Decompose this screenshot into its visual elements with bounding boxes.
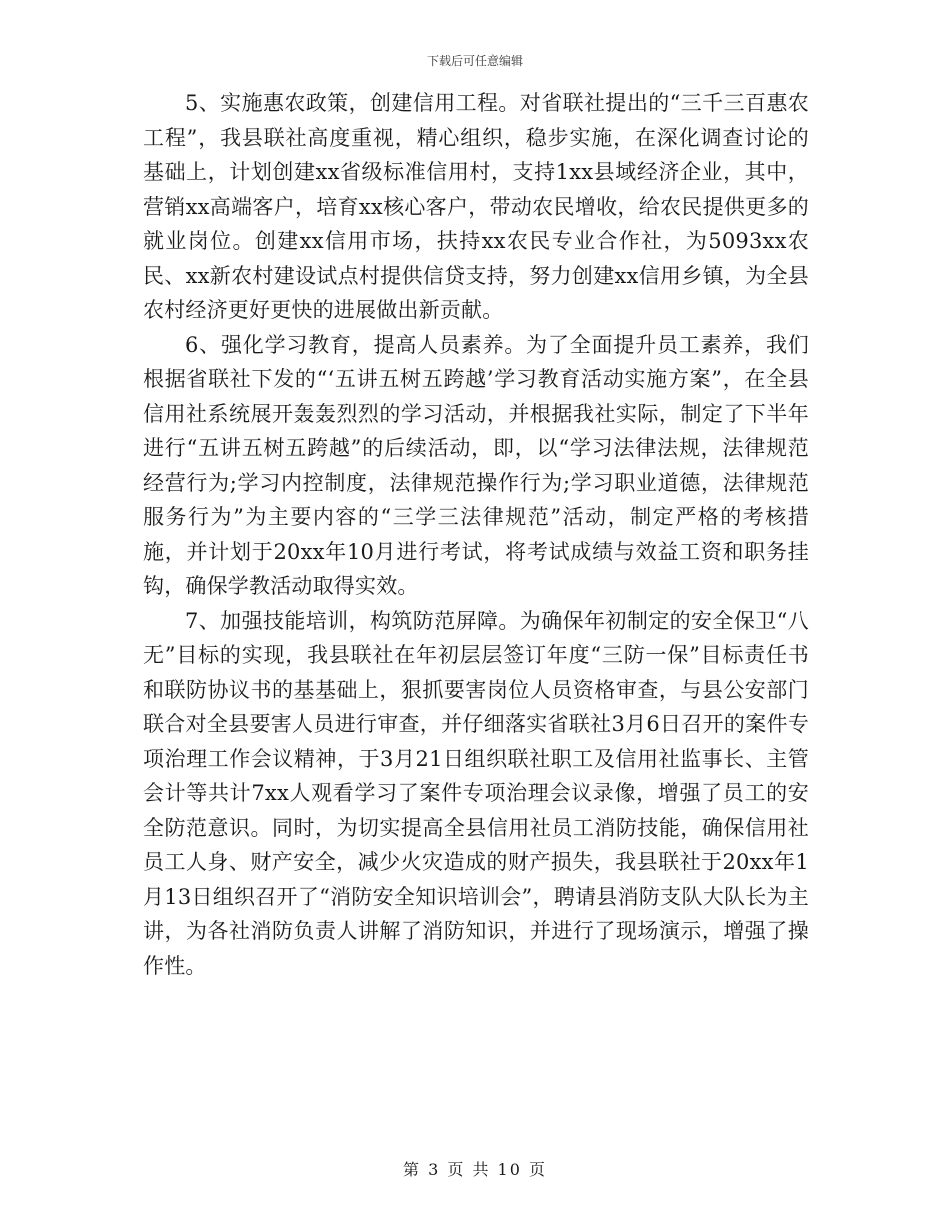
- paragraph-5: 5、实施惠农政策，创建信用工程。对省联社提出的“三千三百惠农工程”，我县联社高度重视，精心组织，稳步实施，在深化调查讨论的基础上，计划创建xx省级标准信用村，支持1xx县域经济企业，其中，营销xx高端客户，培育xx核心客户，带动农民增收，给农民提供更多的就业岗位。创建xx信用市场，扶持xx农民专业合作社，为5093xx农民、xx新农村建设试点村提供信贷支持，努力创建xx信用乡镇，为全县农村经济更好更快的进展做出新贡献。: [143, 91, 809, 322]
- paragraph-7: 7、加强技能培训，构筑防范屏障。为确保年初制定的安全保卫“八无”目标的实现，我县联社在年初层层签订年度“三防一保”目标责任书和联防协议书的基基础上，狠抓要害岗位人员资格审查，与县公安部门联合对全县要害人员进行审查，并仔细落实省联社3月6日召开的案件专项治理工作会议精神，于3月21日组织联社职工及信用社监事长、主管会计等共计7xx人观看学习了案件专项治理会议录像，增强了员工的安全防范意识。同时，为切实提高全县信用社员工消防技能，确保信用社员工人身、财产安全，减少火灾造成的财产损失，我县联社于20xx年1月13日组织召开了“消防安全知识培训会”，聘请县消防支队大队长为主讲，为各社消防负责人讲解了消防知识，并进行了现场演示，增强了操作性。: [143, 608, 809, 978]
- paragraph-6: 6、强化学习教育，提高人员素养。为了全面提升员工素养，我们根据省联社下发的“‘五讲五树五跨越’学习教育活动实施方案”，在全县信用社系统展开轰轰烈烈的学习活动，并根据我社实际，制定了下半年进行“五讲五树五跨越”的后续活动，即，以“学习法律法规，法律规范经营行为;学习内控制度，法律规范操作行为;学习职业道德，法律规范服务行为”为主要内容的“三学三法律规范”活动，制定严格的考核措施，并计划于20xx年10月进行考试，将考试成绩与效益工资和职务挂钩，确保学教活动取得实效。: [143, 332, 809, 598]
- document-body: [143, 86, 809, 983]
- page-header: 下载后可任意编辑: [426, 54, 523, 68]
- page-footer: 第 3 页 共 10 页: [403, 1160, 547, 1179]
